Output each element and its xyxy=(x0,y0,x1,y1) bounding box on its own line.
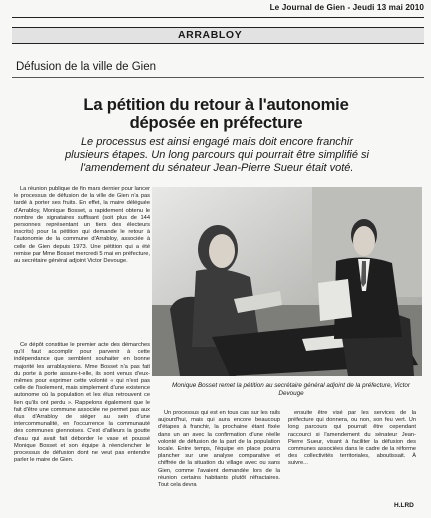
standfirst xyxy=(10,136,424,175)
body-paragraph-4: ensuite être visé par les services de la préfecture qui donnera, ou non, son feu vert. Un long parcours qui pourrait être cependant raccourci si l'amendement du sénateur Jean-Pierre Sueur, visant à faciliter la défusion des communes associées dans le cadre de la réforme des collectivités territoriales, aboutissait. À suivre... xyxy=(288,410,416,467)
body-column-middle xyxy=(158,410,280,510)
standfirst-line-2: plusieurs étapes. Un long parcours qui pourrait être simplifié si xyxy=(65,149,369,161)
headline-line-2: déposée en préfecture xyxy=(129,113,303,132)
body-paragraph-2: Ce dépôt constitue le premier acte des démarches qu'il faut accomplir pour parvenir à cette indépendance que semblent souhaiter en bonne majorité les arrablaysiens. Mme Bosset n'a pas fait du porte à porte assure-t-elle, ils sont venus d'eux-mêmes pour exprimer cette volonté « qui n'est pas celle de l'isolement, mais simplement d'une existence autonome où la population et les élus retrouvent ce lien qu'ils ont perdu ». Rappelons également que le fait d'être une commune associée ne permet pas aux élus d'Arrabloy de siéger au sein d'une intercommunalité, en l'occurrence la communauté des communes giennoises. C'est d'ailleurs la goutte d'eau qui avait fait déborder le vase et poussé Monique Bosset et son équipe à réenclencher le processus de défusion dont ne veut pas entendre parler le maire de Gien. xyxy=(14,342,150,464)
body-column-right xyxy=(288,410,416,494)
section-label: ARRABLOY xyxy=(178,29,243,41)
photo-caption: Monique Bosset remet la pétition au secrétaire général adjoint de la préfecture, Victor Devouge xyxy=(172,382,410,397)
photo-illustration xyxy=(152,187,422,376)
masthead-rule xyxy=(12,17,424,18)
standfirst-line-3: l'amendement du sénateur Jean-Pierre Sueur était voté. xyxy=(80,162,354,174)
body-paragraph-1: La réunion publique de fin mars dernier pour lancer le processus de défusion de la ville de Gien n'a pas tardé à porter ses fruits. En effet, la maire déléguée d'Arrabloy, Monique Bosset, a rapidement obtenu le nombre de signataires suffisant (soit plus de 144 personnes représentant un tiers des électeurs inscrits) pour la pétition qui demande le retour à l'autonomie de la commune d'Arrabloy, associée à celle de Gien depuis 1973. Une pétition qui a été remise par Mme Bosset mercredi 5 mai en préfecture, au secrétaire général adjoint Victor Devouge. xyxy=(14,186,150,265)
photo-man-papers xyxy=(318,279,352,321)
headline-line-1: La pétition du retour à l'autonomie xyxy=(83,95,349,114)
body-column-left-top xyxy=(14,186,150,336)
body-paragraph-3: Un processus qui est en tous cas sur les rails aujourd'hui, mais qui aura encore beaucoup d'étapes à franchir, la prochaine étant fixée dans un an avec la confirmation d'une réelle volonté de défusion de la part de la population locale. Entre temps, l'équipe en place pourra plancher sur une analyse comparative et chiffrée de la situation du village avec ou sans Gien, comme l'avaient demandée lors de la réunion certains habitants plutôt réfractaires. Tout cela devra xyxy=(158,410,280,489)
kicker: Défusion de la ville de Gien xyxy=(16,61,156,73)
body-column-left-bottom xyxy=(14,342,150,514)
headline xyxy=(10,96,422,132)
photo-man-face xyxy=(353,226,375,256)
masthead: Le Journal de Gien - Jeudi 13 mai 2010 xyxy=(269,3,424,12)
author-signature: H.LRD xyxy=(394,502,414,509)
section-banner xyxy=(12,27,424,44)
standfirst-line-1: Le processus est ainsi engagé mais doit encore franchir xyxy=(80,136,354,148)
photo-woman-face xyxy=(209,234,235,268)
kicker-rule xyxy=(12,77,424,78)
article-photo xyxy=(152,187,422,376)
